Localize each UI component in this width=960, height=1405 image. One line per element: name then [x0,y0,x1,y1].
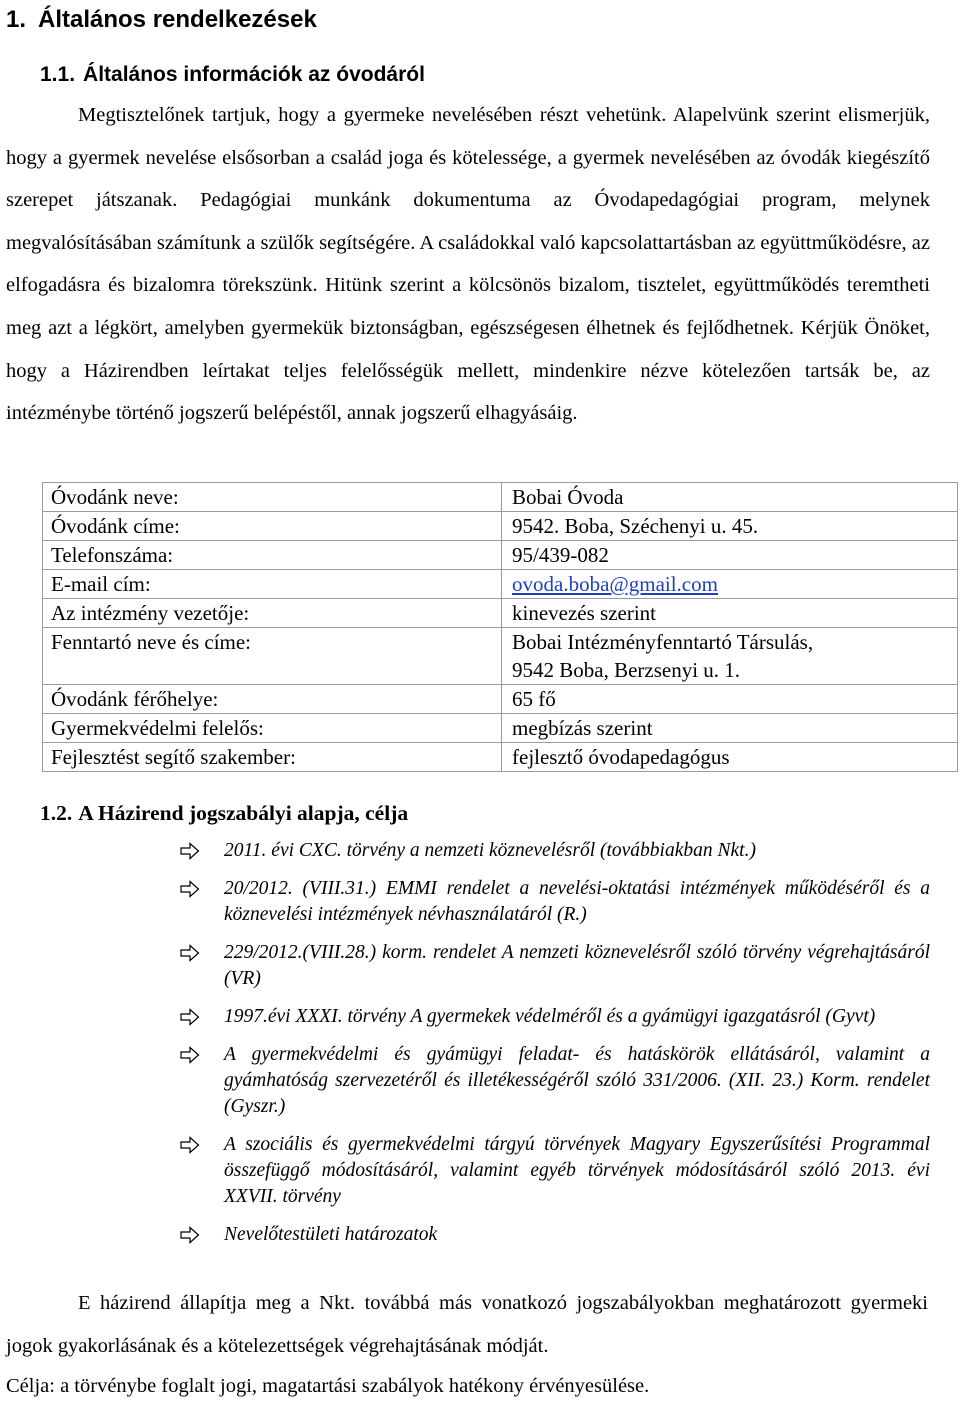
list-item [180,876,930,928]
table-row [43,483,958,512]
subsection-heading-1-1 [40,60,425,90]
section-heading [6,2,317,38]
intro-text: Megtisztelőnek tartjuk, hogy a gyermeke nevelésében részt vehetünk. Alapelvünk szerint elismerjük, hogy a gyermek nevelése elsősorban a család joga és kötelessége, a gyermek nevelésében az óvodák kiegészítő szerepet játszanak. Pedagógiai munkánk dokumentuma az Óvodapedagógiai program, melynek megvalósításában számítunk a szülők segítségére. A családokkal való kapcsolattartásban az együttműködésre, az elfogadásra és bizalomra törekszünk. Hitünk szerint a kölcsönös bizalom, tisztelet, együttműködés teremtheti meg azt a légkört, amelyben gyermekük biztonságban, egészségesen élhetnek és fejlődhetnek. Kérjük Önöket, hogy a Házirendben leírtakat teljes felelősségük mellett, mindenkire nézve kötelezően tartsák be, az intézménybe történő jogszerű belépéstől, annak jogszerű elhagyásáig. [6,104,930,425]
info-label: Telefonszáma: [43,541,502,570]
info-value: megbízás szerint [502,714,958,743]
table-row [43,685,958,714]
table-row [43,512,958,541]
info-value-cell [502,628,958,685]
info-value: kinevezés szerint [502,599,958,628]
email-link[interactable]: ovoda.boba@gmail.com [512,572,718,596]
info-label: Óvodánk neve: [43,483,502,512]
list-item [180,940,930,992]
outline-arrow-right-icon [180,1045,200,1065]
info-label: Fenntartó neve és címe: [43,628,502,685]
info-value: 9542. Boba, Széchenyi u. 45. [502,512,958,541]
table-row [43,599,958,628]
list-item [180,1004,930,1030]
legal-item-text: 2011. évi CXC. törvény a nemzeti köznevelésről (továbbiakban Nkt.) [224,840,756,861]
info-label: Gyermekvédelmi felelős: [43,714,502,743]
aim-statement: Célja: a törvénybe foglalt jogi, magatartási szabályok hatékony érvényesülése. [6,1375,650,1397]
subsection-title: Általános információk az óvodáról [83,63,425,86]
info-label: E-mail cím: [43,570,502,599]
subsection-heading-1-2 [40,798,408,828]
table-row [43,541,958,570]
section-number: 1. [6,6,27,33]
legal-item-text: A szociális és gyermekvédelmi tárgyú törvények Magyary Egyszerűsítési Programmal összefüggő módosításáról, valamint egyéb törvények módosításáról szóló 2013. évi XXVII. törvény [224,1134,930,1207]
subsection-number: 1.1. [40,63,76,86]
kindergarten-info-table [42,482,958,772]
subsection-title: A Házirend jogszabályi alapja, célja [78,801,409,825]
list-item [180,838,930,864]
table-row [43,628,958,685]
legal-item-text: A gyermekvédelmi és gyámügyi feladat- és hatáskörök ellátásáról, valamint a gyámhatóság szervezetéről és illetékességéről szóló 331/2006. (XII. 23.) Korm. rendelet (Gyszr.) [224,1044,930,1117]
info-label: Óvodánk címe: [43,512,502,541]
outline-arrow-right-icon [180,879,200,899]
list-item [180,1222,930,1248]
outline-arrow-right-icon [180,943,200,963]
table-row [43,743,958,772]
outline-arrow-right-icon [180,1135,200,1155]
table-row [43,570,958,599]
info-value: 65 fő [502,685,958,714]
info-label: Fejlesztést segítő szakember: [43,743,502,772]
closing-paragraph [6,1282,928,1367]
section-title: Általános rendelkezések [38,6,317,33]
legal-basis-list [180,838,930,1248]
info-label: Óvodánk férőhelye: [43,685,502,714]
info-value-cell [502,570,958,599]
info-value-line-2: 9542 Boba, Berzsenyi u. 1. [512,658,741,682]
closing-text: E házirend állapítja meg a Nkt. továbbá más vonatkozó jogszabályokban meghatározott gyermeki jogok gyakorlásának és a kötelezettségek végrehajtásának módját. [6,1292,928,1357]
info-value: Bobai Intézményfenntartó Társulás, [512,630,814,654]
intro-paragraph [6,94,930,435]
outline-arrow-right-icon [180,841,200,861]
legal-item-text: 229/2012.(VIII.28.) korm. rendelet A nemzeti köznevelésről szóló törvény végrehajtásáról (VR) [224,942,930,989]
legal-item-text: 20/2012. (VIII.31.) EMMI rendelet a nevelési-oktatási intézmények működéséről és a köznevelési intézmények névhasználatáról (R.) [224,878,930,925]
legal-item-text: Nevelőtestületi határozatok [224,1224,438,1245]
info-label: Az intézmény vezetője: [43,599,502,628]
table-row [43,714,958,743]
subsection-number: 1.2. [40,801,73,825]
legal-item-text: 1997.évi XXXI. törvény A gyermekek védelméről és a gyámügyi igazgatásról (Gyvt) [224,1006,876,1027]
outline-arrow-right-icon [180,1225,200,1245]
list-item [180,1042,930,1120]
info-value: Bobai Óvoda [502,483,958,512]
info-value: fejlesztő óvodapedagógus [502,743,958,772]
info-value: 95/439-082 [502,541,958,570]
outline-arrow-right-icon [180,1007,200,1027]
list-item [180,1132,930,1210]
